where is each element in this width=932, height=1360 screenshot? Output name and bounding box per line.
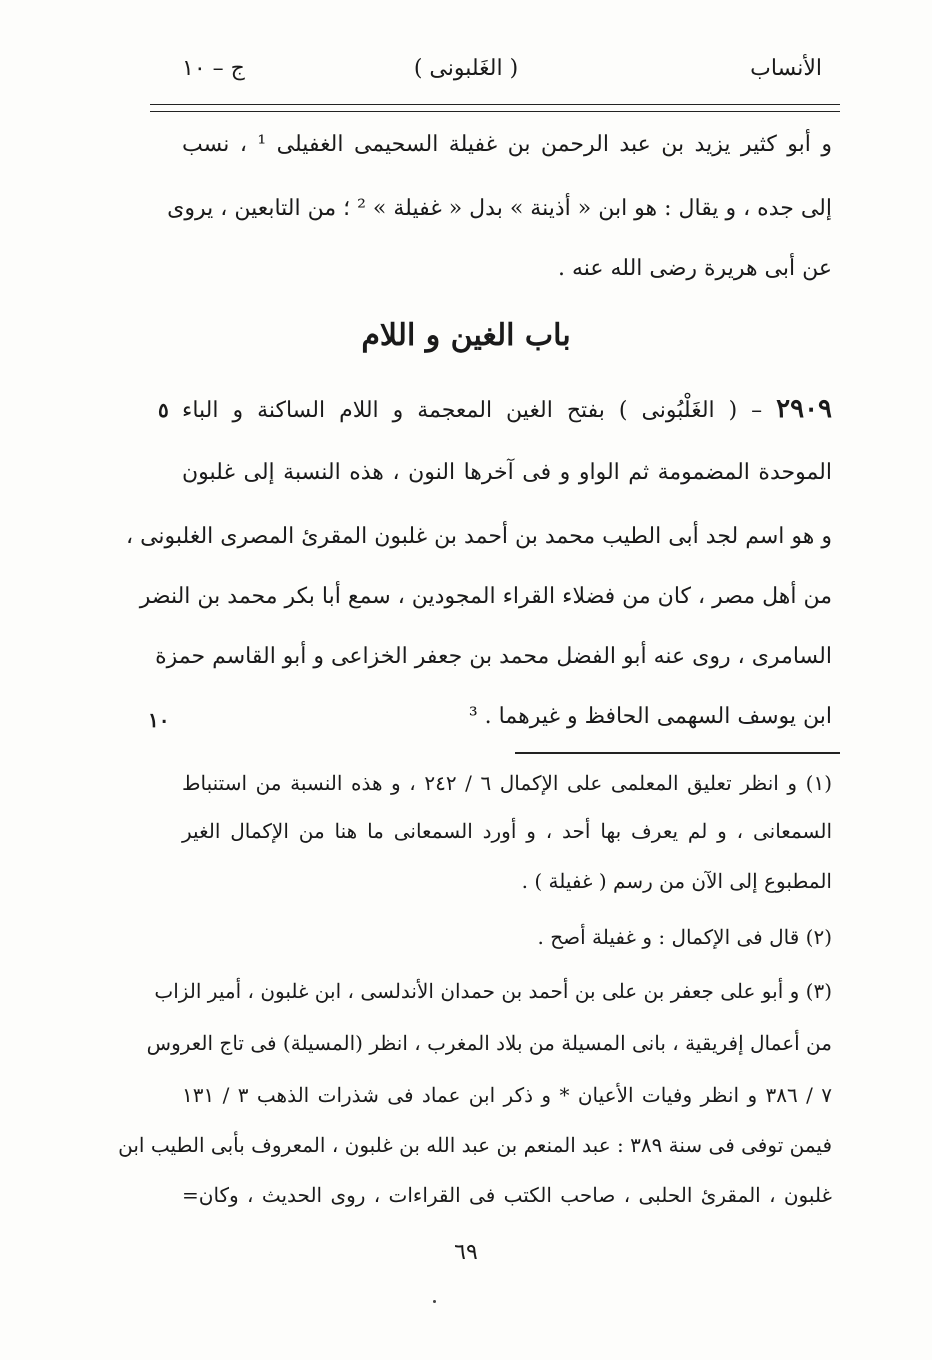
header-rule-thick	[150, 104, 840, 105]
entry-line-2: الموحدة المضمومة ثم الواو و فى آخرها النون ، هذه النسبة إلى غلبون	[182, 460, 832, 485]
intro-line-2: إلى جده ، و يقال : هو ابن « أذينة » بدل « غفيلة » ² ؛ من التابعين ، يروى	[167, 196, 832, 221]
entry-line-1-text: – ( الغَلْبُونى ) بفتح الغين المعجمة و اللام الساكنة و الباء	[182, 398, 763, 423]
footnote-line-8: فيمن توفى فى سنة ٣٨٩ : عبد المنعم بن عبد الله بن غلبون ، المعروف بأبى الطيب ابن	[118, 1133, 832, 1157]
entry-line-3: و هو اسم لجد أبى الطيب محمد بن أحمد بن غلبون المقرئ المصرى الغلبونى ،	[126, 524, 832, 549]
header-entry-title: ( الغَلبونى )	[413, 56, 519, 81]
entry-number: ٢٩٠٩	[776, 394, 833, 424]
page-number: ٦٩	[454, 1240, 478, 1265]
header-book-title: الأنساب	[750, 56, 822, 81]
footnote-line-5: (٣) و أبو على جعفر بن على بن أحمد بن حمدان الأندلسى ، ابن غلبون ، أمير الزاب	[154, 979, 832, 1003]
print-speck	[433, 1300, 436, 1303]
margin-line-number-10: ١٠	[148, 708, 170, 732]
entry-line-5: السامرى ، روى عنه أبو الفضل محمد بن جعفر الخزاعى و أبو القاسم حمزة	[155, 644, 832, 669]
section-title: باب الغين و اللام	[361, 318, 571, 353]
footnote-line-2: السمعانى ، و لم يعرف بها أحد ، و أورد السمعانى ما هنا من الإكمال الغير	[182, 819, 832, 843]
footnote-line-7: ٧ / ٣٨٦ و انظر وفيات الأعيان * و ذكر ابن عماد فى شذرات الذهب ٣ / ١٣١	[182, 1083, 832, 1107]
header-volume: ج – ١٠	[182, 56, 245, 81]
footnote-line-9: غلبون ، المقرئ الحلبى ، صاحب الكتب فى القراءات ، روى الحديث ، وكان=	[182, 1183, 832, 1207]
footnote-line-3: المطبوع إلى الآن من رسم ( غفيلة ) .	[521, 869, 832, 893]
margin-line-number-5: ٥	[158, 398, 169, 422]
intro-line-1: و أبو كثير يزيد بن عبد الرحمن بن غفيلة السحيمى الغفيلى ¹ ، نسب	[182, 132, 832, 157]
intro-line-3: عن أبى هريرة رضى الله عنه .	[557, 256, 832, 281]
footnote-line-4: (٢) قال فى الإكمال : و غفيلة أصح .	[537, 925, 832, 949]
footnote-rule	[515, 752, 840, 754]
entry-line-4: من أهل مصر ، كان من فضلاء القراء المجودين ، سمع أبا بكر محمد بن النضر	[139, 584, 832, 609]
entry-line-6: ابن يوسف السهمى الحافظ و غيرهما . ³	[468, 704, 832, 729]
entry-line-1	[182, 392, 832, 428]
footnote-line-6: من أعمال إفريقية ، بانى المسيلة من بلاد المغرب ، انظر (المسيلة) فى تاج العروس	[146, 1031, 832, 1055]
header-rule-thin	[150, 111, 840, 112]
footnote-line-1: (١) و انظر تعليق المعلمى على الإكمال ٦ / ٢٤٢ ، و هذه النسبة من استنباط	[182, 771, 832, 795]
